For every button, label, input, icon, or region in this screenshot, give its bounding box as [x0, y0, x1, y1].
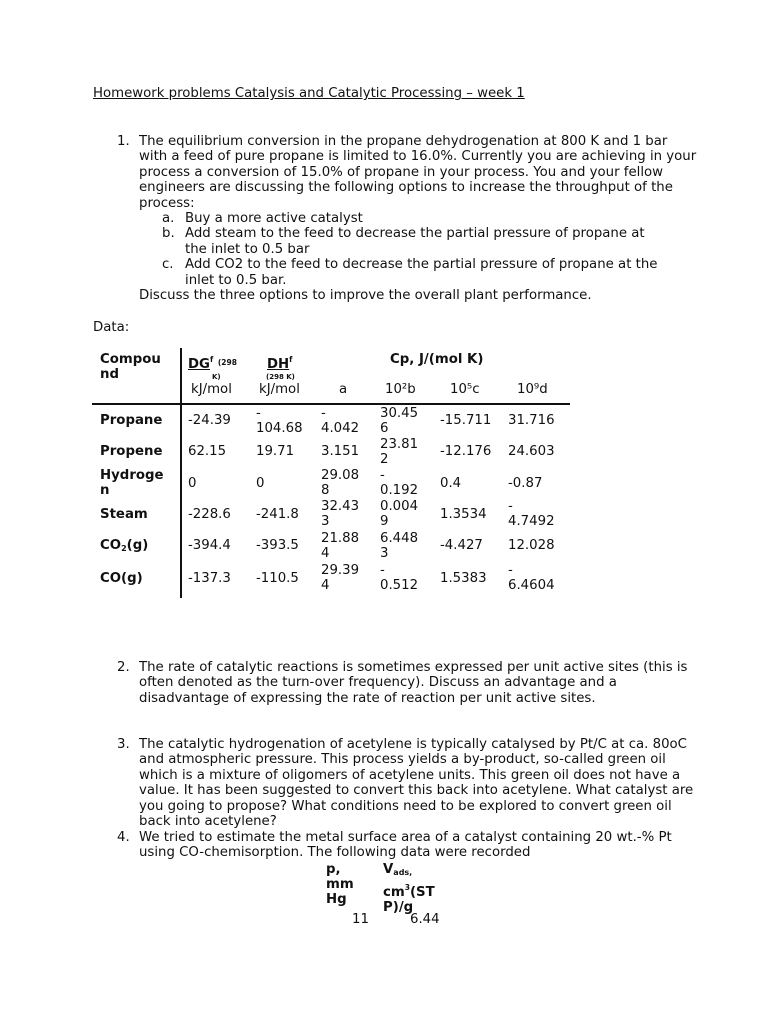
unit-b: 10²b [385, 382, 416, 397]
data-label: Data: [93, 320, 130, 335]
option-b: b. Add steam to the feed to decrease the partial pressure of propane at the inlet to 0.5 bar [162, 226, 645, 257]
header-dg: $DG^f$ $^{(298}$ [188, 355, 237, 372]
problem-number: 3. [117, 737, 130, 752]
header-volume: Vads, $cm^3(ST$ P)/g [383, 862, 435, 915]
problem-text: The catalytic hydrogenation of acetylene is typically catalysed by Pt/C at ca. 80oC and atmospheric pressure. This process yields a by-product, so-called green oil which is a mixture of oligomers of acetylene units. This green oil does not have a value. It has been suggested to convert this back into acetylene. What catalyst are you going to propose? What conditions need to be explored to convert green oil back into acetylene? [139, 737, 694, 830]
option-c: c. Add CO2 to the feed to decrease the partial pressure of propane at the inlet to 0.5 bar. [162, 257, 658, 288]
pressure-value: 11 [352, 912, 369, 927]
thermo-data-table: Compou nd $DG^f$ $^{(298}$ K) $DH^f$ (298 K) Cp, J/(mol K) kJ/mol kJ/mol a 10²b 10⁵c 10⁹d Propane -24.39 - 104.68 - 4.042 30.45 6 -15.711 31.716 Propene 62.15 19.71 3.151 23.81 2 -12.176 24.603 Hydroge n 0 0 29.08 8 - 0.192 0.4 -0.87 Steam -228.6 -241.8 32.43 3 0.004 9 1.3534 - 4.7492 CO2(g) -394.4 -393.5 21.88 4 6.448 3 -4.427 12.028 CO(g) -137.3 -110.5 29.39 4 - 0.512 1.5383 - 6.4604 [92, 344, 570, 600]
problem-number: 1. [117, 134, 130, 149]
header-compound: Compou nd [100, 352, 161, 382]
unit-dh: kJ/mol [259, 382, 300, 397]
unit-c: 10⁵c [450, 382, 480, 397]
unit-dg: kJ/mol [191, 382, 232, 397]
header-dh-cond: (298 K) [266, 373, 295, 381]
header-cp: Cp, J/(mol K) [390, 352, 484, 367]
problem-text: The rate of catalytic reactions is sometimes expressed per unit active sites (this is often denoted as the turn-over frequency). Discuss an advantage and a disadvantage of expressing the rate of reaction per unit active sites. [139, 660, 688, 706]
header-dg-cond: K) [212, 373, 221, 381]
problem-text: We tried to estimate the metal surface area of a catalyst containing 20 wt.-% Pt using CO-chemisorption. The following data were recorded [139, 830, 672, 861]
problem-number: 2. [117, 660, 130, 675]
problem-number: 4. [117, 830, 130, 845]
unit-d: 10⁹d [517, 382, 548, 397]
volume-value: 6.44 [410, 912, 440, 927]
header-dh: $DH^f$ [267, 355, 293, 372]
table-vertical-rule [180, 348, 182, 598]
problem-closing: Discuss the three options to improve the overall plant performance. [139, 288, 592, 304]
chemisorption-table [320, 862, 460, 932]
unit-a: a [339, 382, 348, 397]
table-header-rule [92, 403, 570, 405]
document-title: Homework problems Catalysis and Catalytic Processing – week 1 [93, 86, 525, 101]
problem-text: The equilibrium conversion in the propane dehydrogenation at 800 K and 1 bar with a feed of pure propane is limited to 16.0%. Currently you are achieving in your process a conversion of 15.0% of propane in your process. You and your fellow engineers are discussing the following options to increase the throughput of the process: [139, 134, 697, 211]
option-a: a. Buy a more active catalyst [162, 211, 363, 227]
header-pressure: p, mm Hg [326, 862, 354, 907]
